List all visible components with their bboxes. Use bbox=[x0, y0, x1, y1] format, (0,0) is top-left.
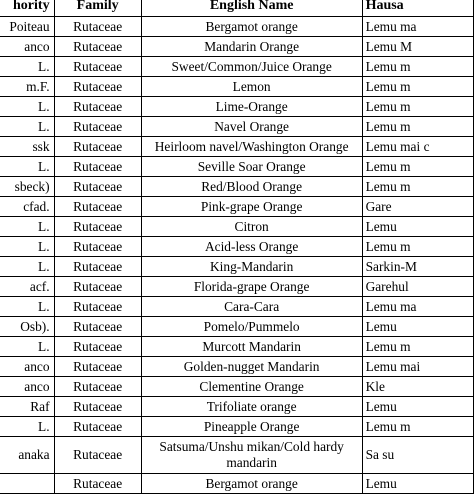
family-cell: Rutaceae bbox=[54, 474, 141, 494]
table-body bbox=[0, 17, 474, 494]
english-name-cell: Trifoliate orange bbox=[141, 397, 362, 417]
english-name-cell: Bergamot orange bbox=[141, 17, 362, 37]
authority-cell: L. bbox=[0, 157, 54, 177]
hausa-cell: Lemu ma bbox=[362, 17, 473, 37]
table-row bbox=[0, 377, 474, 397]
table-row bbox=[0, 37, 474, 57]
hausa-cell: Lemu m bbox=[362, 177, 473, 197]
table-row bbox=[0, 297, 474, 317]
authority-cell: L. bbox=[0, 217, 54, 237]
table-row bbox=[0, 474, 474, 494]
table-row bbox=[0, 77, 474, 97]
table-row bbox=[0, 397, 474, 417]
family-cell: Rutaceae bbox=[54, 57, 141, 77]
english-name-cell: Satsuma/Unshu mikan/Cold hardy mandarin bbox=[141, 437, 362, 474]
english-name-cell: Golden-nugget Mandarin bbox=[141, 357, 362, 377]
english-name-cell: Pineapple Orange bbox=[141, 417, 362, 437]
english-name-cell: Red/Blood Orange bbox=[141, 177, 362, 197]
hausa-cell: Lemu m bbox=[362, 337, 473, 357]
authority-cell: L. bbox=[0, 97, 54, 117]
table-row bbox=[0, 257, 474, 277]
table-row bbox=[0, 137, 474, 157]
table-row bbox=[0, 217, 474, 237]
hausa-cell: Lemu m bbox=[362, 117, 473, 137]
family-cell: Rutaceae bbox=[54, 317, 141, 337]
hausa-cell: Lemu m bbox=[362, 97, 473, 117]
hausa-cell: Lemu M bbox=[362, 37, 473, 57]
family-cell: Rutaceae bbox=[54, 357, 141, 377]
family-cell: Rutaceae bbox=[54, 417, 141, 437]
table-row bbox=[0, 417, 474, 437]
english-name-cell: Murcott Mandarin bbox=[141, 337, 362, 357]
authority-cell: anaka bbox=[0, 437, 54, 474]
table-row bbox=[0, 17, 474, 37]
table-row bbox=[0, 197, 474, 217]
authority-cell: anco bbox=[0, 37, 54, 57]
family-cell: Rutaceae bbox=[54, 117, 141, 137]
family-cell: Rutaceae bbox=[54, 257, 141, 277]
family-cell: Rutaceae bbox=[54, 217, 141, 237]
english-name-cell: Heirloom navel/Washington Orange bbox=[141, 137, 362, 157]
hausa-cell: Lemu bbox=[362, 317, 473, 337]
hausa-cell: Lemu m bbox=[362, 237, 473, 257]
authority-cell: Poiteau bbox=[0, 17, 54, 37]
english-name-cell: Mandarin Orange bbox=[141, 37, 362, 57]
hausa-cell: Sarkin-M bbox=[362, 257, 473, 277]
authority-cell: cfad. bbox=[0, 197, 54, 217]
header-row bbox=[0, 0, 474, 17]
table-row bbox=[0, 57, 474, 77]
hausa-cell: Lemu bbox=[362, 397, 473, 417]
english-name-cell: Seville Soar Orange bbox=[141, 157, 362, 177]
family-cell: Rutaceae bbox=[54, 337, 141, 357]
english-name-cell: Lemon bbox=[141, 77, 362, 97]
table-row bbox=[0, 157, 474, 177]
english-name-cell: Lime-Orange bbox=[141, 97, 362, 117]
authority-cell: L. bbox=[0, 297, 54, 317]
table-row bbox=[0, 277, 474, 297]
authority-cell: Raf bbox=[0, 397, 54, 417]
table-row bbox=[0, 117, 474, 137]
authority-cell: L. bbox=[0, 417, 54, 437]
table-row bbox=[0, 437, 474, 474]
family-cell: Rutaceae bbox=[54, 237, 141, 257]
authority-cell: sbeck) bbox=[0, 177, 54, 197]
family-cell: Rutaceae bbox=[54, 437, 141, 474]
english-name-cell: Pink-grape Orange bbox=[141, 197, 362, 217]
authority-cell: ssk bbox=[0, 137, 54, 157]
hausa-cell: Gare bbox=[362, 197, 473, 217]
family-cell: Rutaceae bbox=[54, 197, 141, 217]
hausa-cell: Lemu m bbox=[362, 157, 473, 177]
family-cell: Rutaceae bbox=[54, 97, 141, 117]
english-name-cell: Acid-less Orange bbox=[141, 237, 362, 257]
english-name-cell: Clementine Orange bbox=[141, 377, 362, 397]
authority-cell: Osb). bbox=[0, 317, 54, 337]
authority-cell: L. bbox=[0, 117, 54, 137]
hausa-cell: Sa su bbox=[362, 437, 473, 474]
family-cell: Rutaceae bbox=[54, 37, 141, 57]
header-family: Family bbox=[54, 0, 141, 17]
table-row bbox=[0, 237, 474, 257]
hausa-cell: Garehul bbox=[362, 277, 473, 297]
hausa-cell: Lemu ma bbox=[362, 297, 473, 317]
hausa-cell: Lemu bbox=[362, 217, 473, 237]
table-row bbox=[0, 317, 474, 337]
english-name-cell: Sweet/Common/Juice Orange bbox=[141, 57, 362, 77]
english-name-cell: Florida-grape Orange bbox=[141, 277, 362, 297]
family-cell: Rutaceae bbox=[54, 297, 141, 317]
hausa-cell: Lemu m bbox=[362, 57, 473, 77]
family-cell: Rutaceae bbox=[54, 397, 141, 417]
header-english-name: English Name bbox=[141, 0, 362, 17]
english-name-cell: Navel Orange bbox=[141, 117, 362, 137]
authority-cell: L. bbox=[0, 257, 54, 277]
authority-cell: L. bbox=[0, 57, 54, 77]
family-cell: Rutaceae bbox=[54, 157, 141, 177]
family-cell: Rutaceae bbox=[54, 77, 141, 97]
table-row bbox=[0, 97, 474, 117]
authority-cell: anco bbox=[0, 357, 54, 377]
authority-cell: L. bbox=[0, 237, 54, 257]
hausa-cell: Kle bbox=[362, 377, 473, 397]
family-cell: Rutaceae bbox=[54, 177, 141, 197]
english-name-cell: King-Mandarin bbox=[141, 257, 362, 277]
hausa-cell: Lemu m bbox=[362, 77, 473, 97]
hausa-cell: Lemu bbox=[362, 474, 473, 494]
english-name-cell: Bergamot orange bbox=[141, 474, 362, 494]
authority-cell: anco bbox=[0, 377, 54, 397]
authority-cell: m.F. bbox=[0, 77, 54, 97]
english-name-cell: Pomelo/Pummelo bbox=[141, 317, 362, 337]
english-name-cell: Cara-Cara bbox=[141, 297, 362, 317]
header-authority: hority bbox=[0, 0, 54, 17]
table-row bbox=[0, 337, 474, 357]
family-cell: Rutaceae bbox=[54, 377, 141, 397]
authority-cell: acf. bbox=[0, 277, 54, 297]
english-name-cell: Citron bbox=[141, 217, 362, 237]
hausa-cell: Lemu mai bbox=[362, 357, 473, 377]
family-cell: Rutaceae bbox=[54, 137, 141, 157]
authority-cell bbox=[0, 474, 54, 494]
table-row bbox=[0, 357, 474, 377]
authority-cell: L. bbox=[0, 337, 54, 357]
family-cell: Rutaceae bbox=[54, 17, 141, 37]
family-cell: Rutaceae bbox=[54, 277, 141, 297]
header-hausa: Hausa bbox=[362, 0, 473, 17]
hausa-cell: Lemu m bbox=[362, 417, 473, 437]
table-row bbox=[0, 177, 474, 197]
hausa-cell: Lemu mai c bbox=[362, 137, 473, 157]
